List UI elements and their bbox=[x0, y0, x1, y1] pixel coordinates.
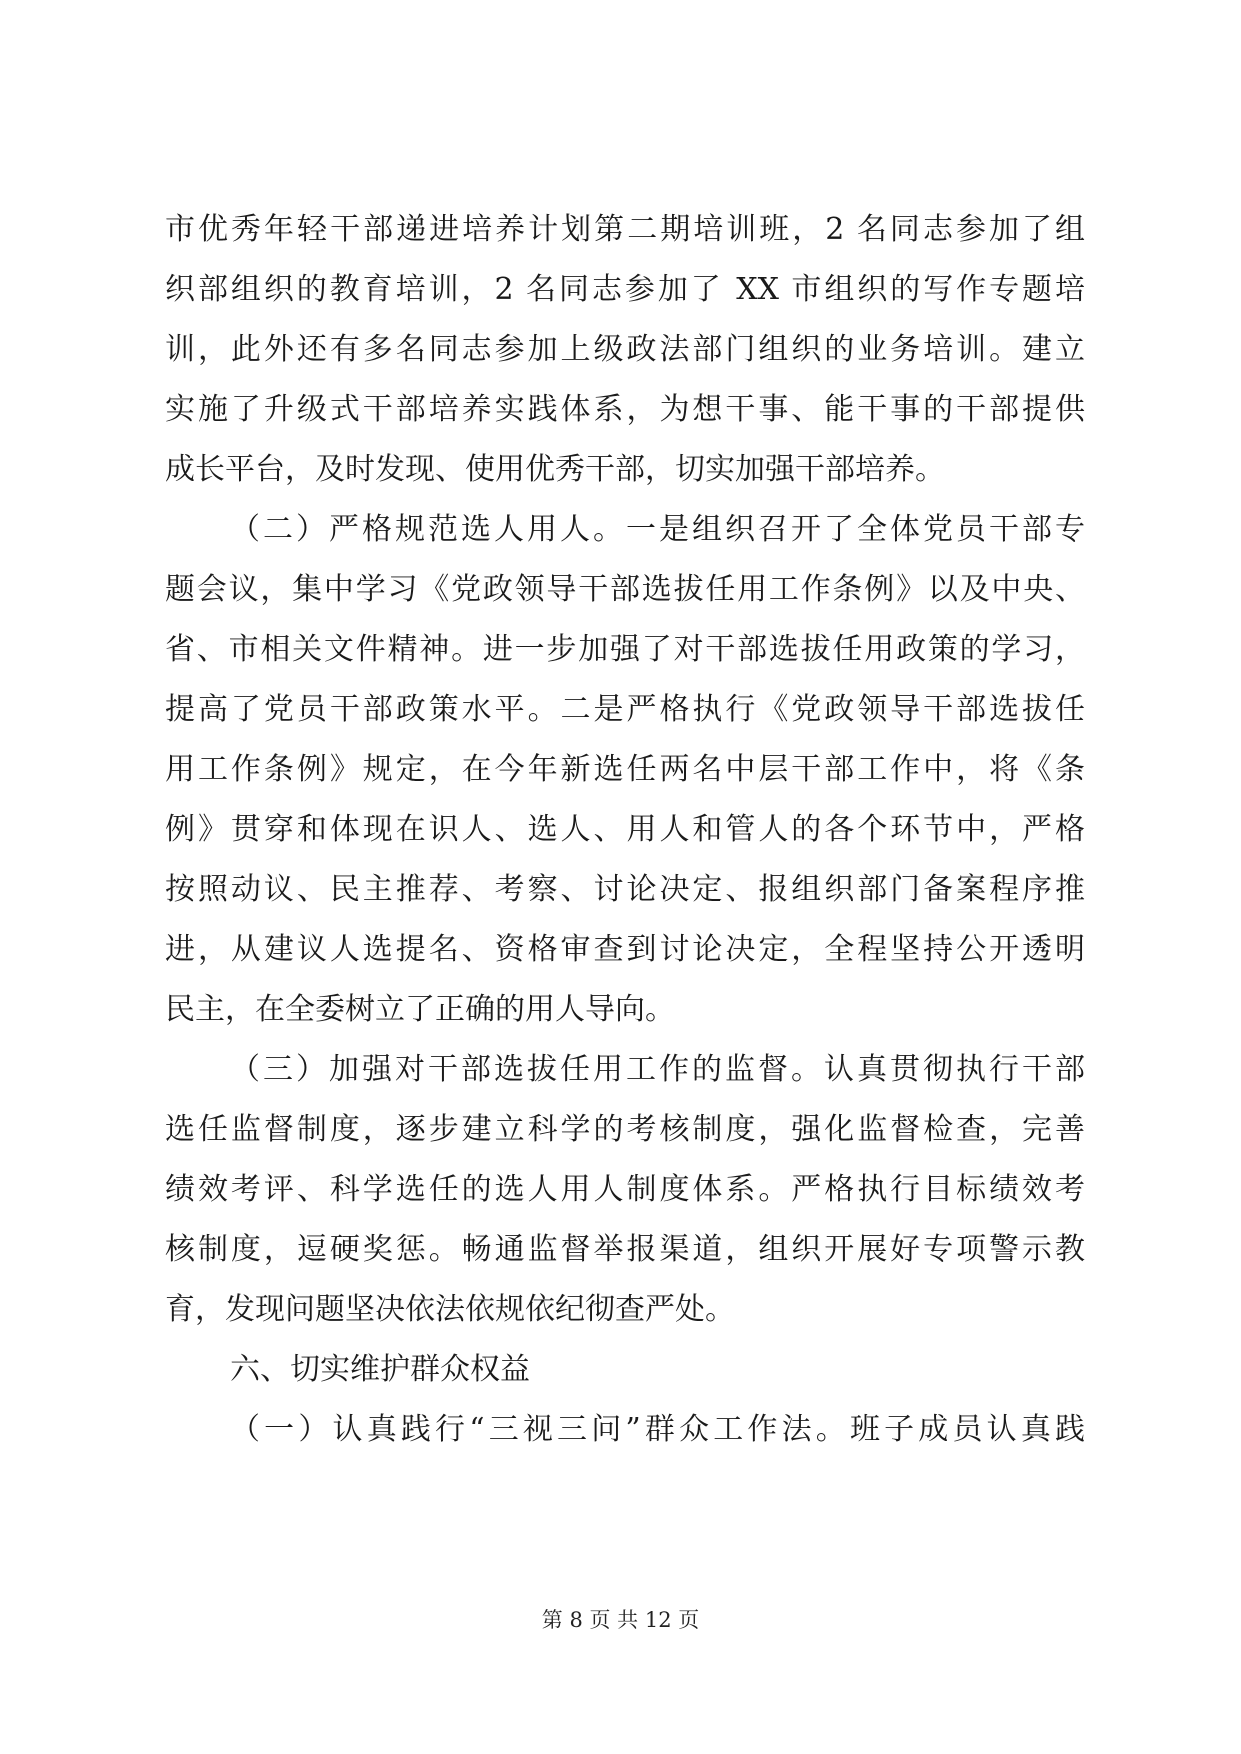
body-line: 市优秀年轻干部递进培养计划第二期培训班，2 名同志参加了组 bbox=[165, 212, 1085, 247]
body-line: 进，从建议人选提名、资格审查到讨论决定，全程坚持公开透明 bbox=[165, 932, 1085, 967]
body-line: 选任监督制度，逐步建立科学的考核制度，强化监督检查，完善 bbox=[165, 1112, 1085, 1147]
body-line: 核制度，逗硬奖惩。畅通监督举报渠道，组织开展好专项警示教 bbox=[165, 1232, 1085, 1267]
body-line: 成长平台，及时发现、使用优秀干部，切实加强干部培养。 bbox=[165, 452, 945, 487]
body-line: 绩效考评、科学选任的选人用人制度体系。严格执行目标绩效考 bbox=[165, 1172, 1085, 1207]
body-line: 提高了党员干部政策水平。二是严格执行《党政领导干部选拔任 bbox=[165, 692, 1085, 727]
paragraph-heading-line: （三）加强对干部选拔任用工作的监督。认真贯彻执行干部 bbox=[230, 1052, 1085, 1087]
section-heading: 六、切实维护群众权益 bbox=[230, 1352, 530, 1387]
paragraph-heading-line: （一）认真践行“三视三问”群众工作法。班子成员认真践 bbox=[230, 1412, 1085, 1447]
body-line: 民主，在全委树立了正确的用人导向。 bbox=[165, 992, 675, 1027]
body-line: 用工作条例》规定，在今年新选任两名中层干部工作中，将《条 bbox=[165, 752, 1085, 787]
body-line: 育，发现问题坚决依法依规依纪彻查严处。 bbox=[165, 1292, 735, 1327]
paragraph-heading-line: （二）严格规范选人用人。一是组织召开了全体党员干部专 bbox=[230, 512, 1085, 547]
page-number-footer: 第 8 页 共 12 页 bbox=[541, 1608, 700, 1632]
body-line: 按照动议、民主推荐、考察、讨论决定、报组织部门备案程序推 bbox=[165, 872, 1085, 907]
body-line: 例》贯穿和体现在识人、选人、用人和管人的各个环节中，严格 bbox=[165, 812, 1085, 847]
body-line: 题会议，集中学习《党政领导干部选拔任用工作条例》以及中央、 bbox=[165, 572, 1085, 607]
body-line: 省、市相关文件精神。进一步加强了对干部选拔任用政策的学习， bbox=[165, 632, 1085, 667]
body-line: 织部组织的教育培训，2 名同志参加了 XX 市组织的写作专题培 bbox=[165, 272, 1085, 307]
body-line: 训，此外还有多名同志参加上级政法部门组织的业务培训。建立 bbox=[165, 332, 1085, 367]
body-line: 实施了升级式干部培养实践体系，为想干事、能干事的干部提供 bbox=[165, 392, 1085, 427]
